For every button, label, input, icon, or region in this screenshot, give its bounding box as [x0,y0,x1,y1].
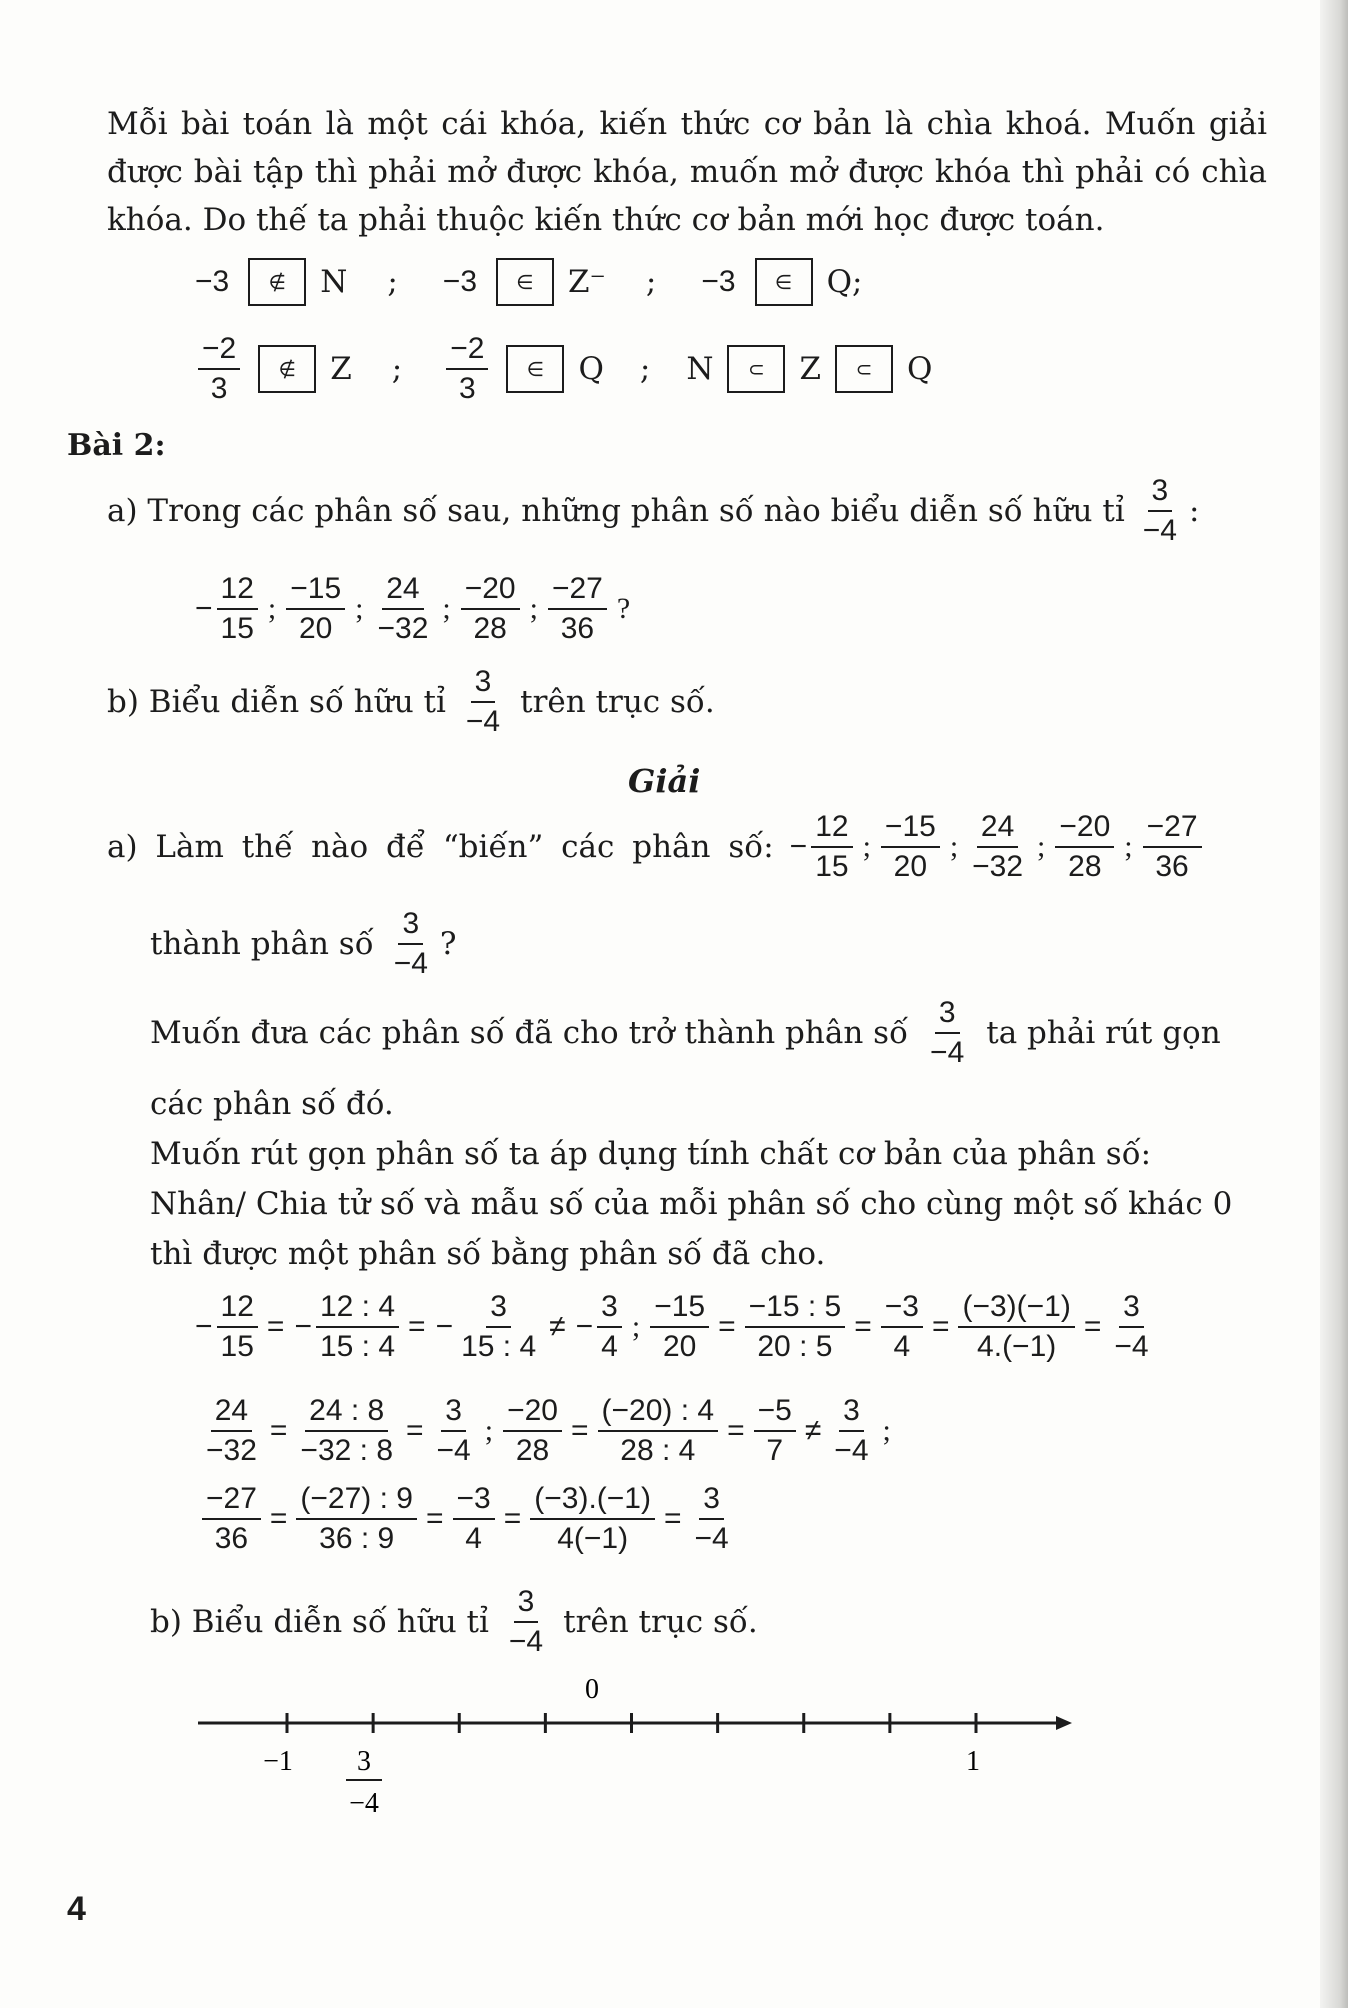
page-number: 4 [67,1890,86,1928]
solution-part-a-line1: a) Làm thế nào để “biến” các phân số: − $\frac{12}{15}$ ; $\frac{-15}{20}$ ; $\frac{24}{-32}$ ; $\frac{-20}{28}$ ; $\frac{-27}{36}$ [107,808,1206,886]
solution-part-a-line2: thành phân số $\frac{3}{-4}$ ? [150,905,457,983]
fraction: $\frac{24}{-32}$ [972,810,1024,883]
fraction: $\frac{-15}{20}$ [286,570,345,648]
exercise-part-b: b) Biểu diễn số hữu tỉ $\frac{3}{-4}$ trên trục số. [107,663,715,741]
equation-line-3: $\frac{-27}{36}$ = $\frac{(-27) : 9}{36 : 9}$ = $\frac{-3}{4}$ = $\frac{(-3).(-1)}{4(-1)}$ = $\frac{3}{-4}$ [198,1480,737,1558]
point-label-denominator: −4 [349,1788,379,1819]
number-line-arrow-icon [1056,1716,1072,1730]
fraction: $\frac{3}{-4}$ [930,996,965,1069]
set-label: Z [330,351,352,387]
separator: ; [387,264,398,300]
answer-box[interactable]: ∈ [496,258,554,306]
fraction: $\frac{-15}{20}$ [650,1288,709,1366]
set-label: Z⁻ [568,264,606,300]
fraction: $\frac{-20}{28}$ [503,1392,562,1470]
label-one: 1 [966,1746,980,1777]
fraction: $\frac{-15 : 5}{20 : 5}$ [745,1288,846,1366]
solution-paragraph-1-end: các phân số đó. [150,1086,394,1122]
solution-paragraph-2: Muốn rút gọn phân số ta áp dụng tính chất cơ bản của phân số: [150,1136,1152,1172]
label-zero: 0 [585,1674,599,1705]
label-minus-one: −1 [263,1746,293,1777]
fraction: $\frac{24 : 8}{-32 : 8}$ [300,1394,393,1467]
fraction: $\frac{(-3).(-1)}{4(-1)}$ [530,1480,655,1558]
fraction: $\frac{3}{15 : 4}$ [461,1290,537,1363]
exercise-part-a [107,472,1199,550]
part-a-text: a) Trong các phân số sau, những phân số nào biểu diễn số hữu tỉ [107,493,1125,529]
equation-line-2: $\frac{24}{-32}$ = $\frac{24 : 8}{-32 : 8}$ = $\frac{3}{-4}$ ; $\frac{-20}{28}$ = $\frac{(-20) : 4}{28 : 4}$ = $\frac{-5}{7}$ ≠ $\frac{3}{-4}$ ; [198,1392,897,1470]
fraction: $\frac{3}{-4}$ [694,1482,729,1555]
fraction: $\frac{-15}{20}$ [881,808,940,886]
fraction: $\frac{(-20) : 4}{28 : 4}$ [598,1392,719,1470]
solution-part-b: b) Biểu diễn số hữu tỉ $\frac{3}{-4}$ trên trục số. [150,1583,758,1661]
membership-row-2 [194,330,932,408]
answer-box[interactable]: ∉ [258,345,316,393]
fraction: $\frac{-20}{28}$ [461,570,520,648]
fraction: $\frac{24}{-32}$ [206,1394,257,1467]
solution-paragraph-4: thì được một phân số bằng phân số đã cho. [150,1236,826,1272]
answer-box[interactable]: ∈ [755,258,813,306]
fraction: $\frac{3}{-4}$ [465,665,501,738]
solution-paragraph-1: Muốn đưa các phân số đã cho trở thành phân số $\frac{3}{-4}$ ta phải rút gọn [150,994,1221,1072]
fraction: $\frac{(-3)(-1)}{4.(-1)}$ [958,1288,1074,1366]
answer-box[interactable]: ⊂ [835,345,893,393]
solution-title: Giải [628,762,701,800]
fraction: $\frac{24}{-32}$ [377,572,429,645]
fraction: $\frac{3}{4}$ [597,1288,622,1366]
fraction: $\frac{3}{-4}$ [1142,474,1177,547]
value-minus-three: −3 [442,265,478,298]
fraction: $\frac{12}{15}$ [811,808,852,886]
colon: : [1188,493,1200,529]
fraction: $\frac{3}{-4}$ [436,1394,471,1467]
answer-box[interactable]: ⊂ [727,345,785,393]
fraction: $\frac{12}{15}$ [217,1288,258,1366]
fraction: $\frac{-20}{28}$ [1055,808,1114,886]
value-minus-three: −3 [701,265,736,298]
fraction: $\frac{(-27) : 9}{36 : 9}$ [296,1480,417,1558]
set-label: Q [578,351,604,387]
fraction: $\frac{-27}{36}$ [548,570,607,648]
set-label: N [686,351,714,387]
separator: ; [639,351,651,387]
separator: ; [645,264,657,300]
fraction-list: − $\frac{12}{15}$ ; $\frac{-15}{20}$ ; $\frac{24}{-32}$ ; $\frac{-20}{28}$ ; $\frac{-27}{36}$ ? [190,570,636,648]
fraction: $\frac{3}{-4}$ [1114,1290,1149,1363]
set-label: Z [799,351,821,387]
set-label: Q; [826,264,863,300]
fraction: $\frac{3}{-4}$ [393,907,428,980]
fraction: $\frac{12 : 4}{15 : 4}$ [316,1288,399,1366]
point-label-numerator: 3 [357,1746,371,1777]
fraction: $\frac{3}{-4}$ [508,1585,544,1658]
exercise-title: Bài 2: [67,428,166,463]
solution-paragraph-3: Nhân/ Chia tử số và mẫu số của mỗi phân số cho cùng một số khác 0 [150,1186,1233,1222]
intro-paragraph: Mỗi bài toán là một cái khóa, kiến thức cơ bản là chìa khoá. Muốn giải được bài tập thì phải mở được khóa, muốn mở được khóa thì phải có chìa khóa. Do thế ta phải thuộc kiến thức cơ bản mới học được toán. [107,106,1267,238]
fraction: $\frac{-3}{4}$ [453,1480,495,1558]
membership-row-1 [190,258,862,306]
set-label: N [320,264,348,300]
fraction: $\frac{-2}{3}$ [198,330,240,408]
answer-box[interactable]: ∉ [248,258,306,306]
fraction: $\frac{-3}{4}$ [881,1288,923,1366]
answer-box[interactable]: ∈ [506,345,564,393]
fraction: $\frac{12}{15}$ [217,570,258,648]
fraction: $\frac{-27}{36}$ [1143,808,1202,886]
separator: ; [391,351,403,387]
fraction: $\frac{-2}{3}$ [446,330,488,408]
value-minus-three: −3 [195,265,230,298]
equation-line-1: − $\frac{12}{15}$ = − $\frac{12 : 4}{15 : 4}$ = − $\frac{3}{15 : 4}$ ≠ − $\frac{3}{4}$ ; $\frac{-15}{20}$ = $\frac{-15 : 5}{20 : 5}$ = $\frac{-3}{4}$ = $\frac{(-3)(-1)}{4.(-1)}$ = $\frac{3}{-4}$ [190,1288,1157,1366]
set-label: Q [906,351,933,387]
fraction: $\frac{-5}{7}$ [754,1392,796,1470]
fraction: $\frac{3}{-4}$ [834,1394,869,1467]
number-line [0,1670,1348,1840]
fraction: $\frac{-27}{36}$ [202,1480,261,1558]
